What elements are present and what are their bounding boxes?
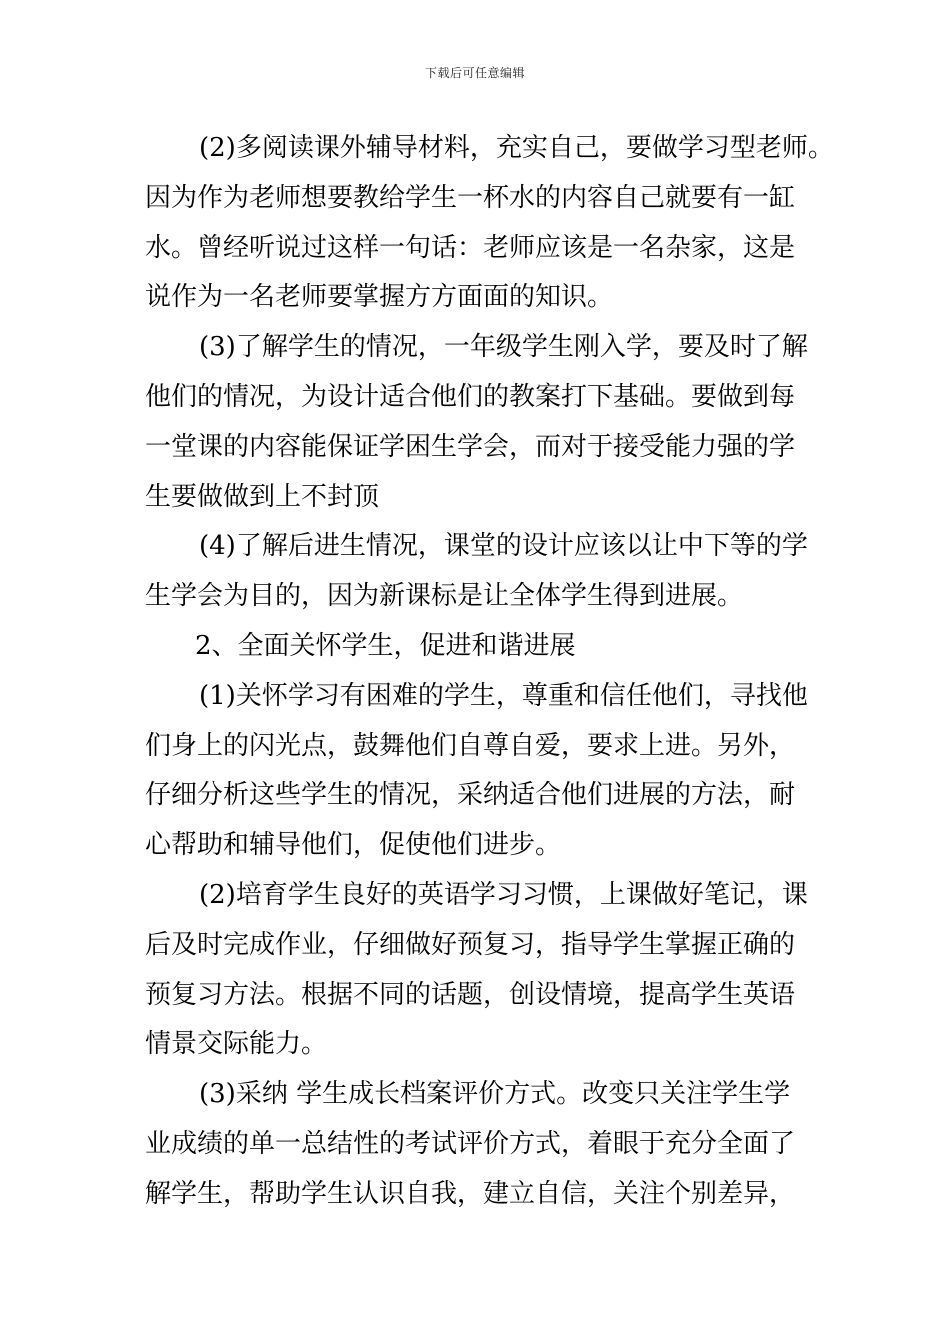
paragraph-line: 解学生，帮助学生认识自我，建立自信，关注个别差异， bbox=[145, 1178, 796, 1209]
paragraph-line: (3)采纳 学生成长档案评价方式。改变只关注学生学 bbox=[199, 1079, 791, 1110]
paragraph-line: (2)培育学生良好的英语学习习惯，上课做好笔记，课 bbox=[199, 879, 808, 910]
paragraph-line: 说作为一名老师要掌握方方面面的知识。 bbox=[145, 282, 614, 313]
paragraph-line: (4)了解后进生情况，课堂的设计应该以让中下等的学 bbox=[199, 531, 808, 562]
paragraph-line: 们身上的闪光点，鼓舞他们自尊自爱，要求上进。另外， bbox=[145, 730, 796, 761]
paragraph-line: (3)了解学生的情况，一年级学生刚入学，要及时了解 bbox=[199, 332, 808, 363]
paragraph-line: 情景交际能力。 bbox=[145, 1029, 328, 1060]
paragraph-line: (1)关怀学习有困难的学生，尊重和信任他们，寻找他 bbox=[199, 680, 808, 711]
paragraph-line: 因为作为老师想要教给学生一杯水的内容自己就要有一缸 bbox=[145, 182, 796, 213]
document-body bbox=[145, 124, 834, 1220]
paragraph-line: 后及时完成作业，仔细做好预复习，指导学生掌握正确的 bbox=[145, 929, 796, 960]
paragraph-line: 一堂课的内容能保证学困生学会，而对于接受能力强的学 bbox=[145, 431, 796, 462]
paragraph-line: 心帮助和辅导他们，促使他们进步。 bbox=[145, 830, 562, 861]
section-heading: 2、全面关怀学生，促进和谐进展 bbox=[195, 630, 576, 661]
paragraph-line: (2)多阅读课外辅导材料，充实自己，要做学习型老师。 bbox=[199, 133, 834, 163]
paragraph-line: 预复习方法。根据不同的话题，创设情境，提高学生英语 bbox=[145, 979, 796, 1010]
page-header: 下载后可任意编辑 bbox=[424, 66, 525, 80]
paragraph-line: 水。曾经听说过这样一句话：老师应该是一名杂家，这是 bbox=[145, 232, 796, 263]
paragraph-line: 仔细分析这些学生的情况，采纳适合他们进展的方法，耐 bbox=[145, 780, 796, 811]
paragraph-line: 业成绩的单一总结性的考试评价方式，着眼于充分全面了 bbox=[145, 1128, 796, 1159]
paragraph-line: 生学会为目的，因为新课标是让全体学生得到进展。 bbox=[145, 581, 744, 612]
paragraph-line: 生要做做到上不封顶 bbox=[145, 481, 380, 512]
paragraph-line: 他们的情况，为设计适合他们的教案打下基础。要做到每 bbox=[145, 381, 796, 412]
